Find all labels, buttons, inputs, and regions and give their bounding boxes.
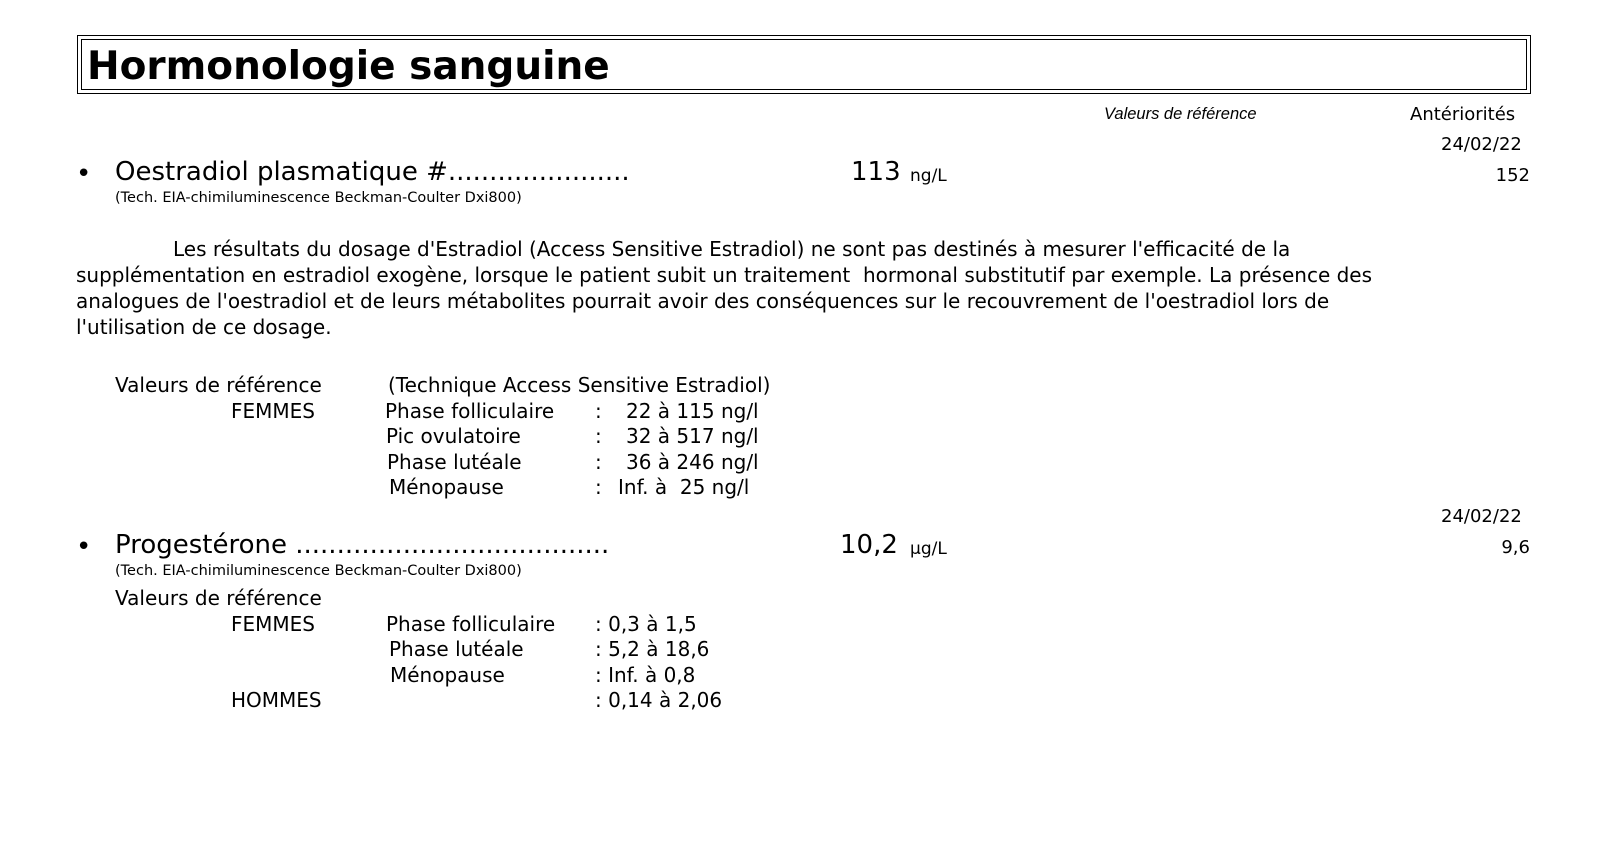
note-line-4: l'utilisation de ce dosage.	[76, 315, 332, 339]
progesterone-technique: (Tech. EIA-chimiluminescence Beckman-Coulter Dxi800)	[115, 563, 522, 579]
note-line-3: analogues de l'oestradiol et de leurs métabolites pourrait avoir des conséquences sur le recouvrement de l'oestradiol lors de	[76, 289, 1330, 313]
estradiol-ref-range: 36 à 246 ng/l	[626, 450, 759, 474]
estradiol-ref-phase: Phase folliculaire	[385, 399, 555, 423]
progesterone-ref-phase: Ménopause	[390, 663, 505, 687]
progesterone-ref-phase: Phase folliculaire	[386, 612, 556, 636]
progesterone-ref-men-range: : 0,14 à 2,06	[595, 688, 723, 712]
progesterone-bullet: •	[76, 532, 92, 562]
estradiol-ref-sep: :	[595, 450, 602, 474]
estradiol-ref-label: Valeurs de référence	[115, 373, 322, 397]
progesterone-ref-group-women: FEMMES	[231, 612, 315, 636]
estradiol-ref-phase: Phase lutéale	[387, 450, 522, 474]
oestradiol-value: 113	[851, 157, 901, 187]
progesterone-prev-date: 24/02/22	[1441, 506, 1522, 527]
progesterone-ref-phase: Phase lutéale	[389, 637, 524, 661]
section-title-inner-border	[81, 39, 1527, 90]
progesterone-value: 10,2	[840, 530, 898, 560]
progesterone-name: Progestérone ......................................	[115, 530, 610, 560]
note-line-2: supplémentation en estradiol exogène, lorsque le patient subit un traitement hormonal substitutif par exemple. La présence des	[76, 263, 1373, 287]
progesterone-ref-range: : 5,2 à 18,6	[595, 637, 710, 661]
oestradiol-technique: (Tech. EIA-chimiluminescence Beckman-Coulter Dxi800)	[115, 190, 522, 206]
section-title-box	[77, 35, 1531, 94]
estradiol-ref-range: 22 à 115 ng/l	[626, 399, 759, 423]
estradiol-ref-range: Inf. à 25 ng/l	[618, 475, 750, 499]
progesterone-unit: µg/L	[910, 539, 947, 559]
estradiol-ref-group-women: FEMMES	[231, 399, 315, 423]
estradiol-ref-sep: :	[595, 424, 602, 448]
oestradiol-bullet: •	[76, 159, 92, 189]
reference-values-header: Valeurs de référence	[1104, 105, 1257, 123]
note-line-1: Les résultats du dosage d'Estradiol (Access Sensitive Estradiol) ne sont pas destinés à mesurer l'efficacité de la	[173, 237, 1291, 261]
estradiol-ref-sep: :	[595, 399, 602, 423]
oestradiol-prev-date: 24/02/22	[1441, 134, 1522, 155]
estradiol-ref-phase: Pic ovulatoire	[386, 424, 521, 448]
progesterone-ref-group-men: HOMMES	[231, 688, 322, 712]
progesterone-ref-range: : Inf. à 0,8	[595, 663, 696, 687]
oestradiol-unit: ng/L	[910, 166, 947, 186]
estradiol-ref-sep: :	[595, 475, 602, 499]
estradiol-ref-range: 32 à 517 ng/l	[626, 424, 759, 448]
section-title: Hormonologie sanguine	[87, 44, 610, 89]
oestradiol-prev-value: 152	[1495, 165, 1530, 186]
oestradiol-name: Oestradiol plasmatique #......................	[115, 157, 630, 187]
previous-results-header: Antériorités	[1410, 104, 1516, 125]
progesterone-ref-label: Valeurs de référence	[115, 586, 322, 610]
progesterone-prev-value: 9,6	[1501, 537, 1530, 558]
estradiol-ref-phase: Ménopause	[389, 475, 504, 499]
estradiol-ref-technique: (Technique Access Sensitive Estradiol)	[388, 373, 771, 397]
progesterone-ref-range: : 0,3 à 1,5	[595, 612, 697, 636]
